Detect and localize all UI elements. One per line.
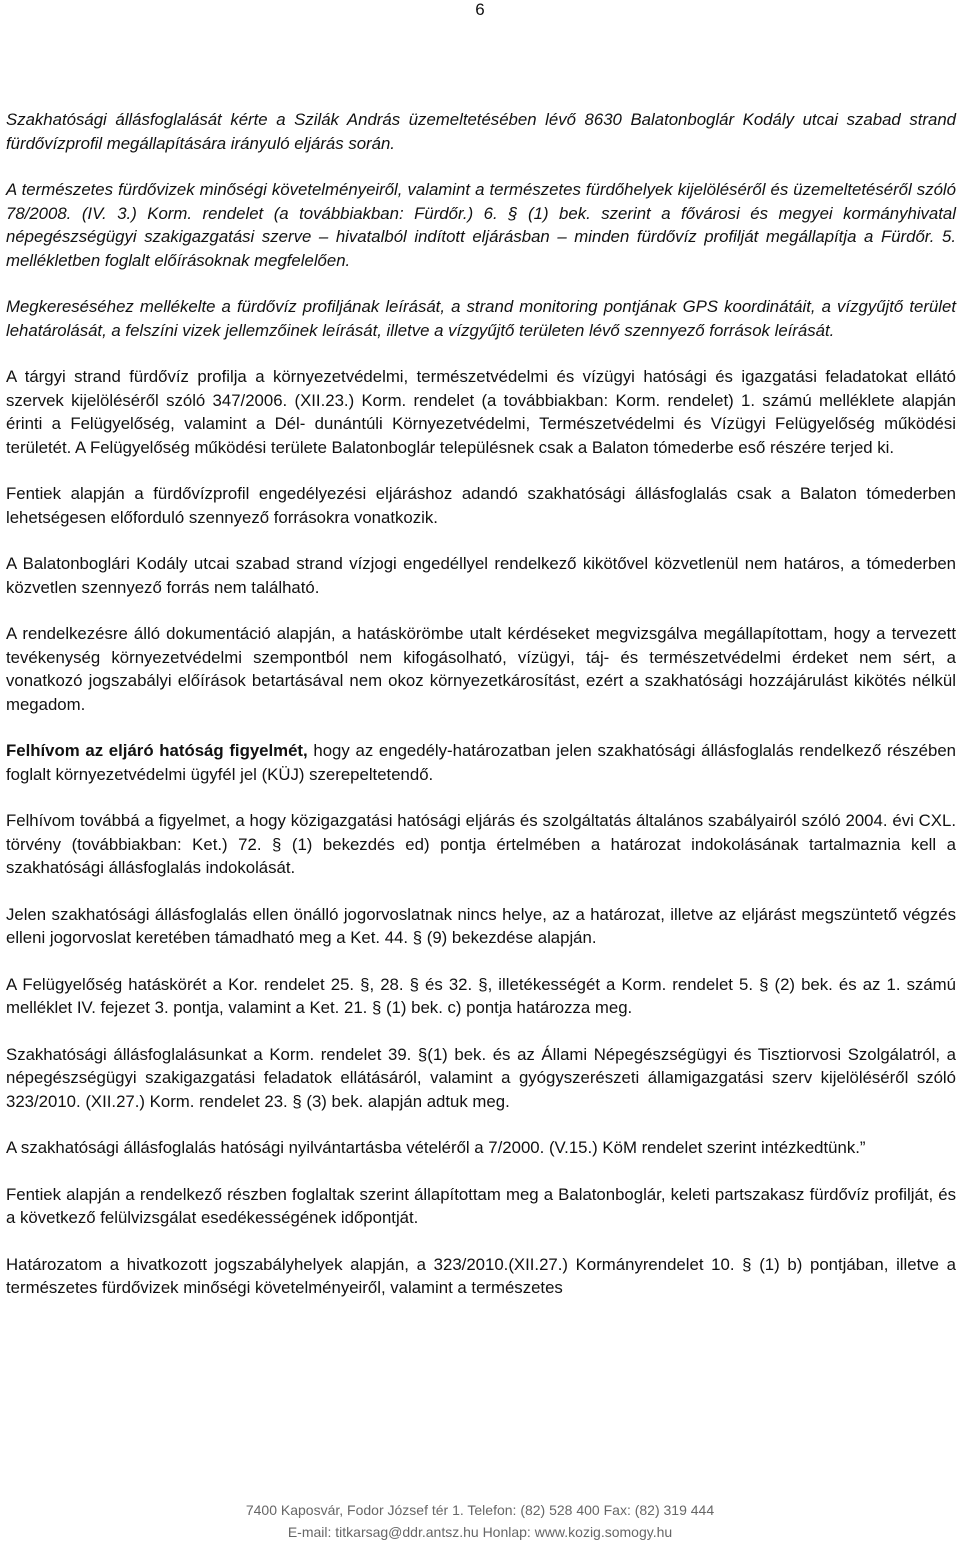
paragraph-jurisdiction: A Felügyelőség hatáskörét a Kor. rendelet 25. §, 28. § és 32. §, illetékességét a Korm. rendelet 5. § (2) bek. és az 1. számú melléklet IV. fejezet 3. pontja, valamint a Ket. 21. § (1) bek. c) pontja határozza meg. [6, 974, 956, 1017]
paragraph-attention [6, 739, 956, 786]
paragraph-request: Szakhatósági állásfoglalását kérte a Szilák András üzemeltetésében lévő 8630 Balatonboglár Kodály utcai szabad strand fürdővízprofil megállapítására irányuló eljárás során. [6, 110, 956, 153]
paragraph-attachments: Megkereséséhez mellékelte a fürdővíz profiljának leírását, a strand monitoring pontjának GPS koordinátáit, a vízgyűjtő terület lehatárolását, a felszíni vizek jellemzőinek leírását, illetve a vízgyűjtő területen lévő szennyező források leírását. [6, 297, 956, 340]
paragraph-decision: A rendelkezésre álló dokumentáció alapján, a hatáskörömbe utalt kérdéseket megvizsgálva megállapítottam, hogy a tervezett tevékenység környezetvédelmi szempontból nem kifogásolható, vízügyi, táj- és természetvédelmi érdeket nem sért, a vonatkozó jogszabályi előírások betartásával nem okoz környezetkárosítást, ezért a szakhatósági hozzájárulást kikötés nélkül megadom. [6, 624, 956, 714]
footer-address: 7400 Kaposvár, Fodor József tér 1. Telefon: (82) 528 400 Fax: (82) 319 444 [245, 1502, 715, 1518]
paragraph-final: Határozatom a hivatkozott jogszabályhelyek alapján, a 323/2010.(XII.27.) Kormányrendelet 10. § (1) b) pontjában, illetve a természetes fürdővizek minőségi követelményeiről, valamint a természetes [6, 1254, 956, 1297]
paragraph-legal-basis: A természetes fürdővizek minőségi követelményeiről, valamint a természetes fürdőhelyek kijelöléséről és üzemeltetéséről szóló 78/2008. (IV. 3.) Korm. rendelet (a továbbiakban: Fürdőr.) 6. § (1) bek. szerint a fővárosi és megyei kormányhivatal népegészségügyi szakigazgatási szerve – hivatalból indított eljárásban – minden fürdővíz profilját megállapítja a Fürdőr. 5. mellékletben foglalt előírásoknak megfelelően. [6, 180, 956, 270]
paragraph-basis: Szakhatósági állásfoglalásunkat a Korm. rendelet 39. §(1) bek. és az Állami Népegészségügyi és Tisztiorvosi Szolgálatról, a népegészségügyi szakigazgatási feladatok ellátásáról, valamint a gyógyszerészeti államigazgatási szerv kijelöléséről szóló 323/2010. (XII.27.) Korm. rendelet 23. § (3) bek. alapján adtuk meg. [6, 1044, 956, 1111]
footer-contact: E-mail: titkarsag@ddr.antsz.hu Honlap: www.kozig.somogy.hu [287, 1524, 673, 1540]
document-body [6, 108, 956, 1323]
paragraph-ket: Felhívom továbbá a figyelmet, a hogy közigazgatási hatósági eljárás és szolgáltatás általános szabályairól szóló 2004. évi CXL. törvény (továbbiakban: Ket.) 72. § (1) bekezdés ed) pontja értelmében a határozat indokolásának tartalmaznia kell a szakhatósági állásfoglalás indokolását. [6, 811, 956, 877]
paragraph-registry: A szakhatósági állásfoglalás hatósági nyilvántartásba vételéről a 7/2000. (V.15.) KöM rendelet szerint intézkedtünk.” [6, 1138, 866, 1157]
paragraph-harbour: A Balatonboglári Kodály utcai szabad strand vízjogi engedéllyel rendelkező kikötővel közvetlenül nem határos, a tómederben közvetlen szennyező forrás nem található. [6, 554, 956, 597]
paragraph-competence: A tárgyi strand fürdővíz profilja a környezetvédelmi, természetvédelmi és vízügyi hatósági és igazgatási feladatokat ellátó szervek kijelöléséről szóló 347/2006. (XII.23.) Korm. rendelet (a továbbiakban: Korm. rendelet) 1. számú melléklete alapján érinti a Felügyelőség, valamint a Dél- dunántúli Környezetvédelmi, Természetvédelmi és Vízügyi Felügyelőség működési területét. A Felügyelőség működési területe Balatonboglár településnek csak a Balaton tómederbe eső részére terjed ki. [6, 367, 956, 457]
paragraph-scope: Fentiek alapján a fürdővízprofil engedélyezési eljáráshoz adandó szakhatósági állásfoglalás csak a Balaton tómederben lehetségesen előforduló szennyező forrásokra vonatkozik. [6, 484, 956, 527]
paragraph-remedy: Jelen szakhatósági állásfoglalás ellen önálló jogorvoslatnak nincs helye, az a határozat, illetve az eljárást megszüntető végzés elleni jogorvoslat keretében támadható meg a Ket. 44. § (9) bekezdése alapján. [6, 904, 956, 947]
attention-text: hogy az engedély-határozatban jelen szakhatósági állásfoglalás rendelkező részében foglalt környezetvédelmi ügyfél jel (KÜJ) szerepeltetendő. [6, 741, 957, 784]
page-number: 6 [475, 0, 485, 19]
bold-lead: Felhívom az eljáró hatóság figyelmét, [6, 741, 308, 760]
paragraph-conclusion: Fentiek alapján a rendelkező részben foglaltak szerint állapítottam meg a Balatonboglár, keleti partszakasz fürdővíz profilját, és a következő felülvizsgálat esedékességének időpontját. [6, 1184, 956, 1227]
